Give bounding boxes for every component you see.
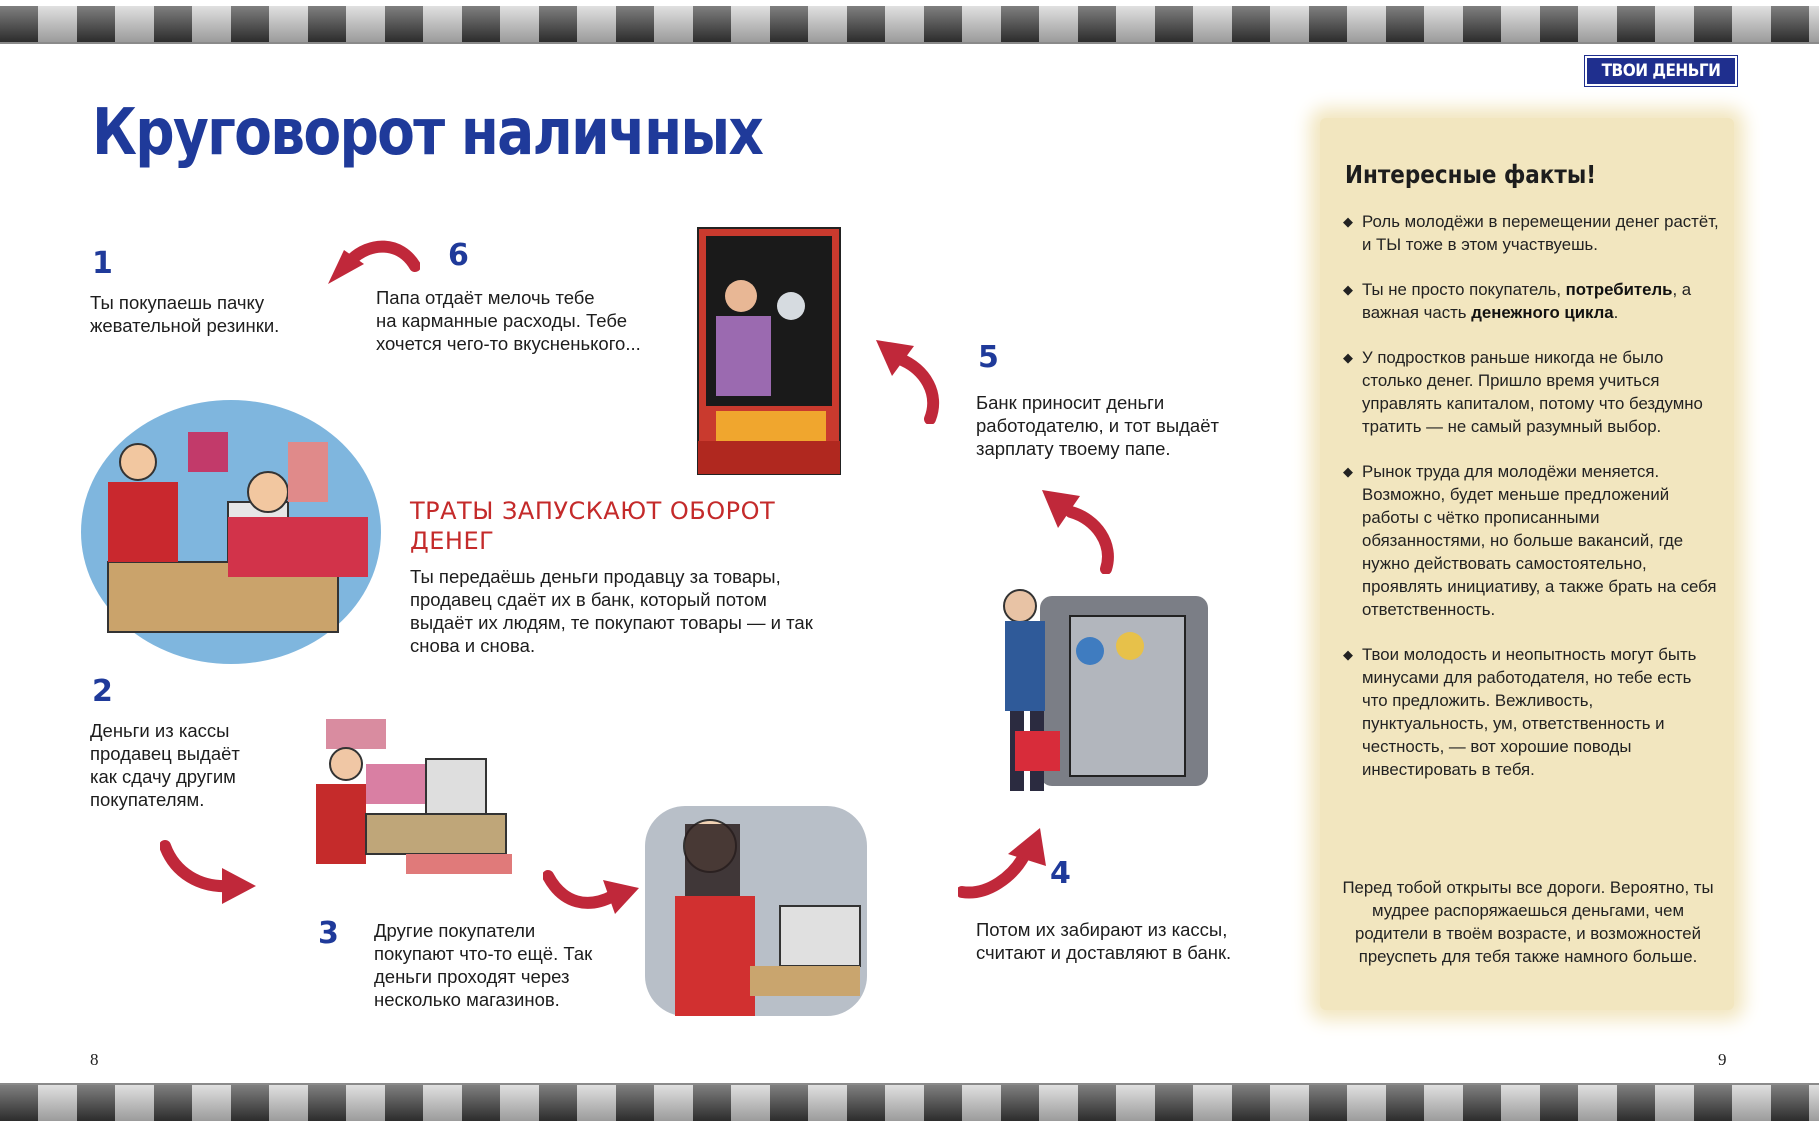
bullet-icon: ◆ <box>1343 464 1353 479</box>
facts-closing: Перед тобой открыты все дороги. Вероятно, ты мудрее распоряжаешься деньгами, чем родители в твоём возрасте, и возможностей преуспеть для тебя также намного больше. <box>1342 878 1714 966</box>
step-number-2: 2 <box>92 674 113 709</box>
top-border-line <box>0 42 1819 44</box>
curved-arrow-icon <box>543 864 643 934</box>
step-number-6: 6 <box>448 238 469 273</box>
curved-arrow-icon <box>1036 484 1116 574</box>
shop-illustration <box>78 392 384 668</box>
center-heading: ТРАТЫ ЗАПУСКАЮТ ОБОРОТ ДЕНЕГ <box>410 497 776 555</box>
step-number-4: 4 <box>1050 856 1071 891</box>
bottom-border <box>0 1085 1819 1121</box>
center-text: Ты передаёшь деньги продавцу за товары, продавец сдаёт их в банк, который потом выдаёт их людям, те покупают товары — и так снова и снова. <box>410 566 813 656</box>
bullet-icon: ◆ <box>1343 282 1353 297</box>
curved-arrow-icon <box>958 826 1058 906</box>
curved-arrow-icon <box>160 838 260 908</box>
shop-assistant-illustration <box>640 796 872 1022</box>
page-title: Круговорот наличных <box>92 96 763 170</box>
fact-item: ◆ Твои молодость и неопытность могут быть минусами для работодателя, но тебе есть что предложить. Вежливость, пунктуальность, ум, ответственность и честность, — вот хорошие поводы инвестировать в тебя. <box>1343 645 1697 779</box>
step-text-1: Ты покупаешь пачку жевательной резинки. <box>90 292 280 336</box>
fact-item: ◆ Ты не просто покупатель, потребитель, а важная часть денежного цикла. <box>1343 280 1692 322</box>
step-number-5: 5 <box>978 340 999 375</box>
fact-item: ◆ Роль молодёжи в перемещении денег растёт, и ТЫ тоже в этом участвуешь. <box>1343 212 1719 254</box>
cashier-illustration <box>306 714 512 884</box>
page-number-left: 8 <box>90 1050 99 1069</box>
step-text-4: Потом их забирают из кассы, считают и доставляют в банк. <box>976 919 1232 963</box>
step-text-6: Папа отдаёт мелочь тебе на карманные расходы. Тебе хочется чего-то вкусненького... <box>376 287 641 354</box>
bullet-icon: ◆ <box>1343 350 1353 365</box>
curved-arrow-icon <box>870 334 950 424</box>
step-text-2: Деньги из кассы продавец выдаёт как сдачу другим покупателям. <box>90 720 240 810</box>
bullet-icon: ◆ <box>1343 647 1353 662</box>
facts-title: Интересные факты! <box>1345 160 1597 189</box>
step-text-3: Другие покупатели покупают что-то ещё. Так деньги проходят через несколько магазинов. <box>374 920 593 1010</box>
bullet-icon: ◆ <box>1343 214 1353 229</box>
section-badge: ТВОИ ДЕНЬГИ <box>1585 56 1737 86</box>
step-number-3: 3 <box>318 916 339 951</box>
curved-arrow-icon <box>320 236 420 296</box>
dad-at-work-illustration <box>696 226 842 476</box>
bank-delivery-illustration <box>960 576 1210 810</box>
step-text-5: Банк приносит деньги работодателю, и тот выдаёт зарплату твоему папе. <box>976 392 1219 459</box>
top-border <box>0 6 1819 42</box>
page-number-right: 9 <box>1718 1050 1727 1069</box>
fact-item: ◆ Рынок труда для молодёжи меняется. Возможно, будет меньше предложений работы с чётко прописанными обязанностями, но больше вакансий, где нужно действовать самостоятельно, проявлять инициативу, а также брать на себя ответственность. <box>1343 462 1717 619</box>
fact-item: ◆ У подростков раньше никогда не было столько денег. Пришло время учиться управлять капиталом, потому что бездумно тратить — не самый разумный выбор. <box>1343 348 1703 436</box>
step-number-1: 1 <box>92 246 113 281</box>
facts-list <box>1340 210 1720 803</box>
